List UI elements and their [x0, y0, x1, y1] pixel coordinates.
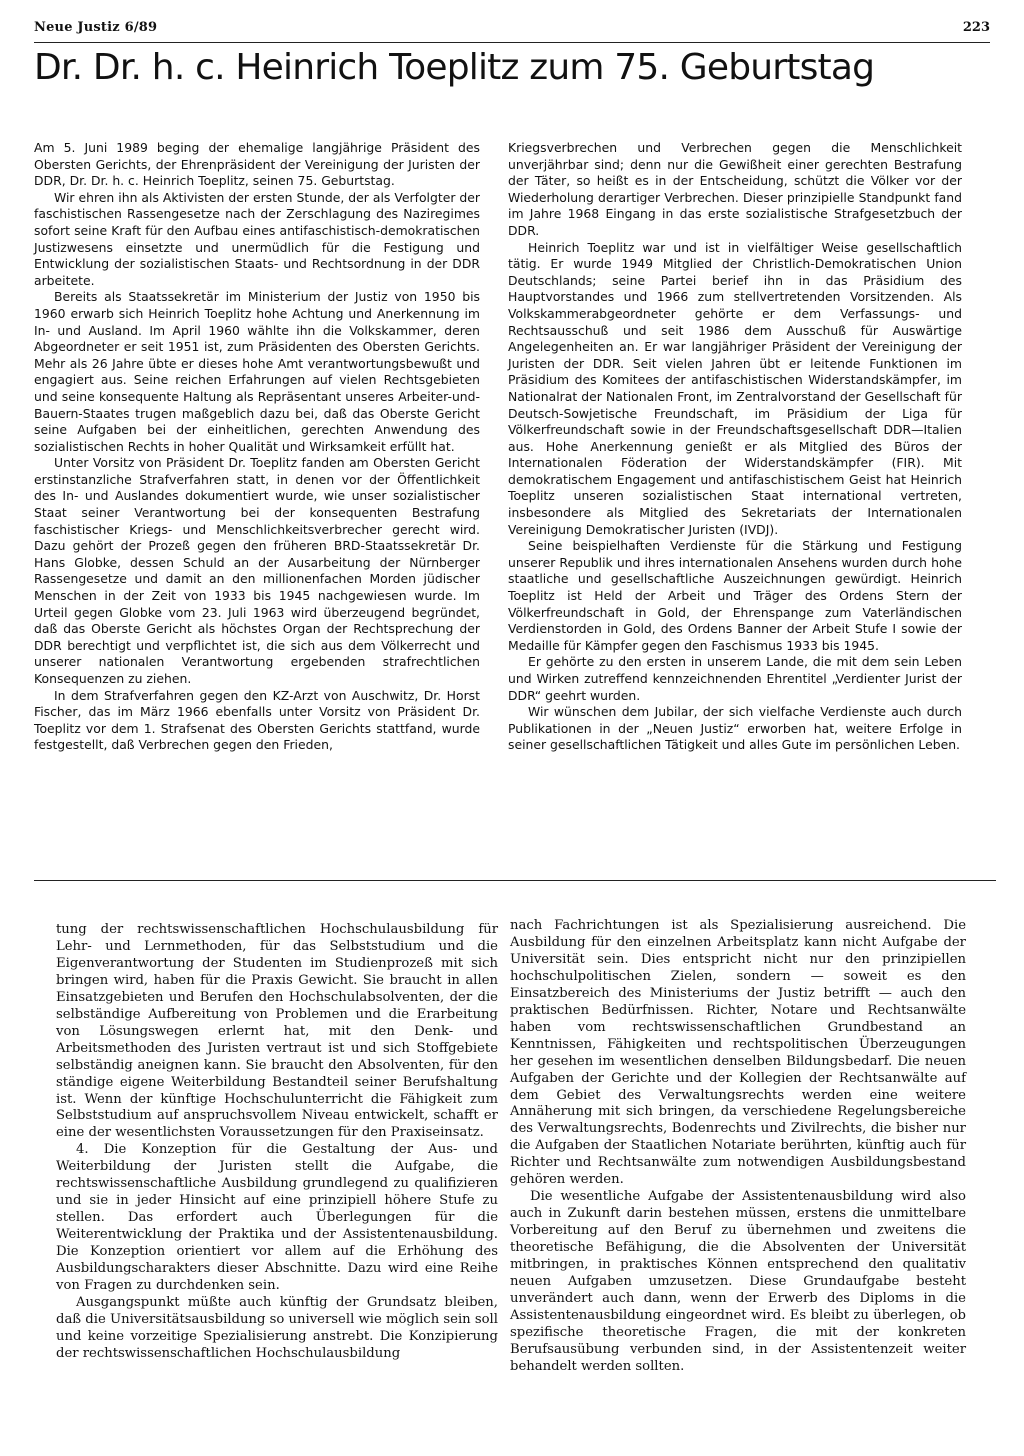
journal-issue: Neue Justiz 6/89 — [34, 20, 158, 35]
continuation-left-column — [56, 922, 498, 1363]
paragraph: Kriegsverbrechen und Verbrechen gegen die Menschlichkeit unverjährbar sind; denn nur die Gewißheit einer gerechten Bestrafung der Täter, so heißt es in der Entscheidung, schützt die Völker vor der Wiederholung derartiger Verbrechen. Dieser prinzipielle Standpunkt fand im Jahre 1968 Eingang in das erste sozialistische Strafgesetzbuch der DDR. — [508, 140, 962, 238]
paragraph: nach Fachrichtungen ist als Spezialisierung ausreichend. Die Ausbildung für den einzelnen Arbeitsplatz kann nicht Aufgabe der Universität sein. Dies entspricht nicht nur den prinzipiellen hochschulpolitischen Zielen, sondern — soweit es den Einsatzbereich des Ministeriums der Justiz betrifft — auch den praktischen Bedürfnissen. Richter, Notare und Rechtsanwälte haben vom rechtswissenschaftlichen Grundbestand an Kenntnissen, Fähigkeiten und rechtspolitischen Überzeugungen her gesehen im wesentlichen denselben Bildungsbedarf. Die neuen Aufgaben der Gerichte und der Kollegien der Rechtsanwälte auf dem Gebiet des Verwaltungsrechts werden eine weitere Annäherung mit sich bringen, da verschiedene Regelungsbereiche des Verwaltungsrechts, Bodenrechts und Zivilrechts, die bisher nur die Aufgaben der Staatlichen Notariate berührten, künftig auch für Richter und Rechtsanwälte zum notwendigen Ausbildungsbestand gehören werden. — [510, 918, 966, 1188]
paragraph: 4. Die Konzeption für die Gestaltung der Aus- und Weiterbildung der Juristen stellt die Aufgabe, die rechtswissenschaftliche Ausbildung grundlegend zu qualifizieren und sie in jeder Hinsicht auf eine prinzipiell höhere Stufe zu stellen. Das erfordert auch Überlegungen für die Weiterentwicklung der Praktika und der Assistentenausbildung. Die Konzeption orientiert vor allem auf die Erhöhung des Ausbildungscharakters dieser Abschnitte. Dazu wird eine Reihe von Fragen zu durchdenken sein. — [56, 1142, 498, 1294]
paragraph: tung der rechtswissenschaftlichen Hochschulausbildung für Lehr- und Lernmethoden, für das Selbststudium und die Eigenverantwortung der Studenten im Studienprozeß mit sich bringen wird, haben für die Praxis Gewicht. Sie braucht in allen Einsatzgebieten und Berufen den Hochschulabsolventen, der die selbständige Aufbereitung von Problemen und die Erarbeitung von Lösungswegen erlernt hat, mit den Denk- und Arbeitsmethoden des Juristen vertraut ist und sich Stoffgebiete selbständig aneignen kann. Sie braucht den Absolventen, für den ständige eigene Weiterbildung Bestandteil seiner Berufshaltung ist. Wenn der künftige Hochschulunterricht die Fähigkeit zum Selbststudium auf anspruchsvollem Niveau entwickelt, schafft er eine der wesentlichsten Voraussetzungen für den Praxiseinsatz. — [56, 922, 498, 1141]
paragraph: Ausgangspunkt müßte auch künftig der Grundsatz bleiben, daß die Universitätsausbildung so universell wie möglich sein soll und keine vorzeitige Spezialisierung anstrebt. Die Konzipierung der rechtswissenschaftlichen Hochschulausbildung — [56, 1294, 498, 1361]
paragraph: In dem Strafverfahren gegen den KZ-Arzt von Auschwitz, Dr. Horst Fischer, das im März 1966 ebenfalls unter Vorsitz von Präsident Dr. Toeplitz vor dem 1. Strafsenat des Obersten Gerichts stattfand, wurde festgestellt, daß Verbrechen gegen den Frieden, — [34, 687, 480, 753]
article-title: Dr. Dr. h. c. Heinrich Toeplitz zum 75. Geburtstag — [34, 47, 875, 88]
paragraph: Am 5. Juni 1989 beging der ehemalige langjährige Präsident des Obersten Gerichts, der Ehrenpräsident der Vereinigung der Juristen der DDR, Dr. Dr. h. c. Heinrich Toeplitz, seinen 75. Geburtstag. — [34, 140, 480, 189]
paragraph: Seine beispielhaften Verdienste für die Stärkung und Festigung unserer Republik und ihres internationalen Ansehens wurden durch hohe staatliche und gesellschaftliche Auszeichnungen gewürdigt. Heinrich Toeplitz ist Held der Arbeit und Träger des Ordens Stern der Völkerfreundschaft in Gold, der Ehrenspange zum Vaterländischen Verdienstorden in Gold, des Ordens Banner der Arbeit Stufe I sowie der Medaille für Kämpfer gegen den Faschismus 1933 bis 1945. — [508, 538, 962, 653]
paragraph: Heinrich Toeplitz war und ist in vielfältiger Weise gesellschaftlich tätig. Er wurde 1949 Mitglied der Christlich-Demokratischen Union Deutschlands; seine Partei berief ihn in das Präsidium des Hauptvorstandes und 1966 zum stellvertretenden Vorsitzenden. Als Volkskammerabgeordneter gehörte er dem Verfassungs- und Rechtsausschuß und seit 1986 dem Ausschuß für Auswärtige Angelegenheiten an. Er war langjähriger Präsident der Vereinigung der Juristen der DDR. Seit vielen Jahren übt er leitende Funktionen im Präsidium des Komitees der antifaschistischen Widerstandskämpfer, im Nationalrat der Nationalen Front, im Zentralvorstand der Gesellschaft für Deutsch-Sowjetische Freundschaft, im Präsidium der Liga für Völkerfreundschaft sowie in der Freundschaftsgesellschaft DDR—Italien aus. Hohe Anerkennung genießt er als Mitglied des Büros der Internationalen Föderation der Widerstandskämpfer (FIR). Mit demokratischem Engagement und antifaschistischem Geist hat Heinrich Toeplitz unseren sozialistischen Staat international vertreten, insbesondere als Mitglied des Sekretariats der Internationalen Vereinigung Demokratischer Juristen (IVDJ). — [508, 239, 962, 537]
paragraph: Bereits als Staatssekretär im Ministerium der Justiz von 1950 bis 1960 erwarb sich Heinrich Toeplitz hohe Achtung und Anerkennung im In- und Ausland. Im April 1960 wählte ihn die Volkskammer, deren Abgeordneter er seit 1951 ist, zum Präsidenten des Obersten Gerichts. Mehr als 26 Jahre übte er dieses hohe Amt verantwortungsbewußt und engagiert aus. Seine reichen Erfahrungen auf vielen Rechtsgebieten und seine konsequente Haltung als Repräsentant unseres Arbeiter-und-Bauern-Staates trugen maßgeblich dazu bei, daß das Oberste Gericht seine Aufgaben bei der einheitlichen, gerechten Anwendung des sozialistischen Rechts in hoher Qualität und Wirksamkeit erfüllt hat. — [34, 289, 480, 454]
continuation-right-column — [510, 918, 966, 1376]
paragraph: Unter Vorsitz von Präsident Dr. Toeplitz fanden am Obersten Gericht erstinstanzliche Strafverfahren statt, in denen vor der Öffentlichkeit des In- und Auslandes dokumentiert wurde, wie unser sozialistischer Staat seiner Verantwortung bei der konsequenten Bestrafung faschistischer Kriegs- und Menschlichkeitsverbrecher gerecht wird. Dazu gehört der Prozeß gegen den früheren BRD-Staatssekretär Dr. Hans Globke, dessen Schuld an der Ausarbeitung der Nürnberger Rassengesetze und damit an den millionenfachen Morden jüdischer Menschen in der Zeit von 1933 bis 1945 nachgewiesen wurde. Im Urteil gegen Globke vom 23. Juli 1963 wird überzeugend begründet, daß das Oberste Gericht als höchstes Organ der Rechtsprechung der DDR berechtigt und verpflichtet ist, die sich aus dem Völkerrecht und unserer nationalen Verantwortung ergebenden strafrechtlichen Konsequenzen zu ziehen. — [34, 455, 480, 686]
section-divider — [34, 880, 996, 881]
paragraph: Er gehörte zu den ersten in unserem Lande, die mit dem sein Leben und Wirken zutreffend kennzeichnenden Ehrentitel „Verdienter Jurist der DDR“ geehrt wurden. — [508, 654, 962, 703]
page-number: 223 — [962, 20, 990, 35]
article-left-column — [34, 140, 480, 754]
paragraph: Wir ehren ihn als Aktivisten der ersten Stunde, der als Verfolgter der faschistischen Rassengesetze nach der Zerschlagung des Naziregimes sofort seine Kraft für den Aufbau eines antifaschistisch-demokratischen Justizwesens einsetzte und unermüdlich für die Festigung und Entwicklung der sozialistischen Staats- und Rechtsordnung in der DDR arbeitete. — [34, 189, 480, 288]
paragraph: Wir wünschen dem Jubilar, der sich vielfache Verdienste auch durch Publikationen in der „Neuen Justiz“ erworben hat, weitere Erfolge in seiner gesellschaftlichen Tätigkeit und alles Gute im persönlichen Leben. — [508, 704, 962, 753]
paragraph: Die wesentliche Aufgabe der Assistentenausbildung wird also auch in Zukunft darin bestehen müssen, erstens die unmittelbare Vorbereitung auf den Beruf zu übernehmen und zweitens die theoretische Befähigung, die die Absolventen der Universität mitbringen, in praktisches Können entsprechend den qualitativ neuen Aufgaben umzusetzen. Diese Grundaufgabe besteht unverändert auch dann, wenn der Erwerb des Diploms in die Assistentenausbildung eingeordnet wird. Es bleibt zu überlegen, ob spezifische theoretische Fragen, die mit der konkreten Berufsausübung verbunden sind, in der Assistentenzeit weiter behandelt werden sollten. — [510, 1189, 966, 1374]
article-right-column — [508, 140, 962, 754]
running-head — [34, 20, 990, 43]
